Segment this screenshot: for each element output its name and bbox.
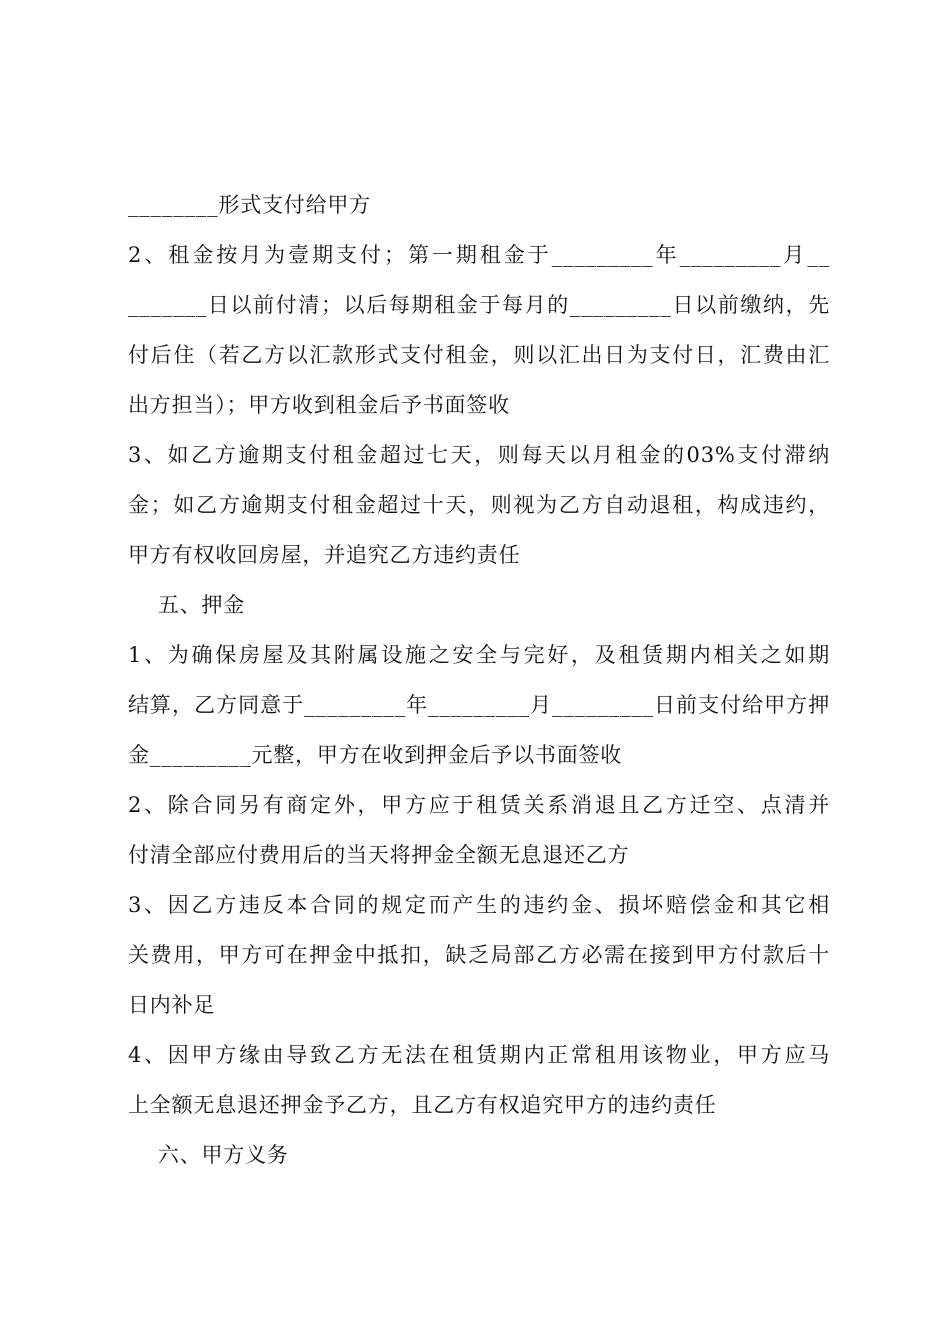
text-line: 付清全部应付费用后的当天将押金全额无息退还乙方	[128, 843, 630, 867]
text-line: _______日以前付清；以后每期租金于每月的_________日以前缴纳，先	[128, 293, 830, 317]
text-line: 日内补足	[128, 993, 216, 1017]
section-heading: 六、甲方义务	[128, 1143, 289, 1167]
text-line: 1、为确保房屋及其附属设施之安全与完好，及租赁期内相关之如期	[128, 643, 830, 667]
text-line: 3、因乙方违反本合同的规定而产生的违约金、损坏赔偿金和其它相	[128, 893, 830, 917]
text-line: 付后住（若乙方以汇款形式支付租金，则以汇出日为支付日，汇费由汇	[128, 343, 830, 367]
text-line: 2、租金按月为壹期支付；第一期租金于_________年_________月__	[128, 243, 830, 267]
text-line: 金；如乙方逾期支付租金超过十天，则视为乙方自动退租，构成违约，	[128, 493, 830, 517]
text-line: ________形式支付给甲方	[128, 193, 371, 217]
text-line: 3、如乙方逾期支付租金超过七天，则每天以月租金的03%支付滞纳	[128, 443, 830, 467]
text-line: 结算，乙方同意于_________年_________月_________日前支付给甲方押	[128, 693, 830, 717]
section-heading: 五、押金	[128, 593, 246, 617]
text-line: 金_________元整，甲方在收到押金后予以书面签收	[128, 743, 623, 767]
text-line: 4、因甲方缘由导致乙方无法在租赁期内正常租用该物业，甲方应马	[128, 1043, 830, 1067]
text-line: 2、除合同另有商定外，甲方应于租赁关系消退且乙方迁空、点清并	[128, 793, 830, 817]
text-line: 上全额无息退还押金予乙方，且乙方有权追究甲方的违约责任	[128, 1093, 717, 1117]
text-line: 甲方有权收回房屋，并追究乙方违约责任	[128, 543, 521, 567]
text-line: 出方担当）；甲方收到租金后予书面签收	[128, 393, 510, 417]
text-line: 关费用，甲方可在押金中抵扣，缺乏局部乙方必需在接到甲方付款后十	[128, 943, 830, 967]
